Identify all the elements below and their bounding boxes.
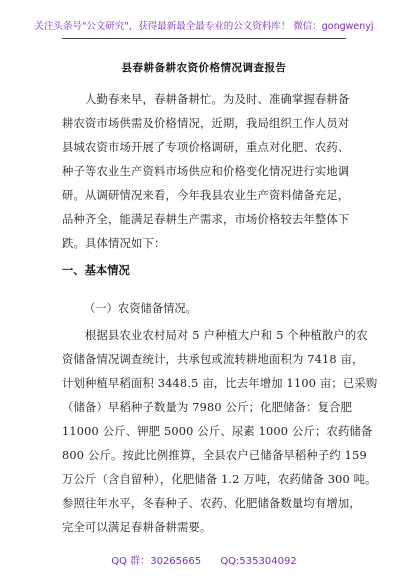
body-line: 根据县农业农村局对 5 户种植大户和 5 个种植散户的农 xyxy=(85,329,368,342)
intro-line: 人勤春来早，春耕备耕忙。为及时、准确掌握春耕备 xyxy=(85,93,350,106)
body-line: 11000 公斤、钾肥 5000 公斤、尿素 1000 公斤；农药储备 xyxy=(62,425,373,438)
section-heading-basic: 一、基本情况 xyxy=(62,264,130,277)
subsection-heading-storage: （一）农资储备情况。 xyxy=(84,302,197,315)
intro-line: 耕农资市场供需及价格情况，近期，我局组织工作人员对 xyxy=(62,117,350,130)
footer xyxy=(0,552,408,567)
intro-line: 跌。具体情况如下： xyxy=(62,237,166,250)
body-line: 资储备情况调查统计，共承包或流转耕地面积为 7418 亩， xyxy=(62,353,364,366)
document-title: 县春耕备耕农资价格情况调查报告 xyxy=(121,62,287,74)
footer-qq: QQ:535304092 xyxy=(220,556,297,567)
intro-line: 种子等农业生产资料市场供应和价格变化情况进行实地调 xyxy=(62,165,350,178)
body-line: 万公斤（含自留种），化肥储备 1.2 万吨，农药储备 300 吨。 xyxy=(62,473,377,486)
body-line: （储备）早稻种子数量为 7980 公斤；化肥储备：复合肥 xyxy=(62,401,353,414)
intro-line: 县城农资市场开展了专项价格调研，重点对化肥、农药、 xyxy=(62,141,350,154)
intro-line: 品种齐全，能满足春耕生产需求，市场价格较去年整体下 xyxy=(62,213,350,226)
header-divider xyxy=(62,38,346,39)
body-line: 完全可以满足春耕备耕需要。 xyxy=(62,521,212,534)
intro-line: 研。从调研情况来看，今年我县农业生产资料储备充足， xyxy=(62,189,350,202)
header-note: 关注头条号"公文研究"，获得最新最全最专业的公文资料库！ 微信：gongwenyj xyxy=(34,21,374,32)
body-line: 参照往年水平，冬春种子、农药、化肥储备数量均有增加， xyxy=(62,497,361,510)
storage-paragraph xyxy=(62,324,378,540)
body-line: 计划种植早稻面积 3448.5 亩，比去年增加 1100 亩；已采购 xyxy=(62,377,378,390)
intro-paragraph xyxy=(62,88,348,256)
body-line: 800 公斤。按此比例推算，全县农户已储备早稻种子约 159 xyxy=(62,449,367,462)
footer-qq-group: QQ 群：30265665 xyxy=(111,556,202,567)
